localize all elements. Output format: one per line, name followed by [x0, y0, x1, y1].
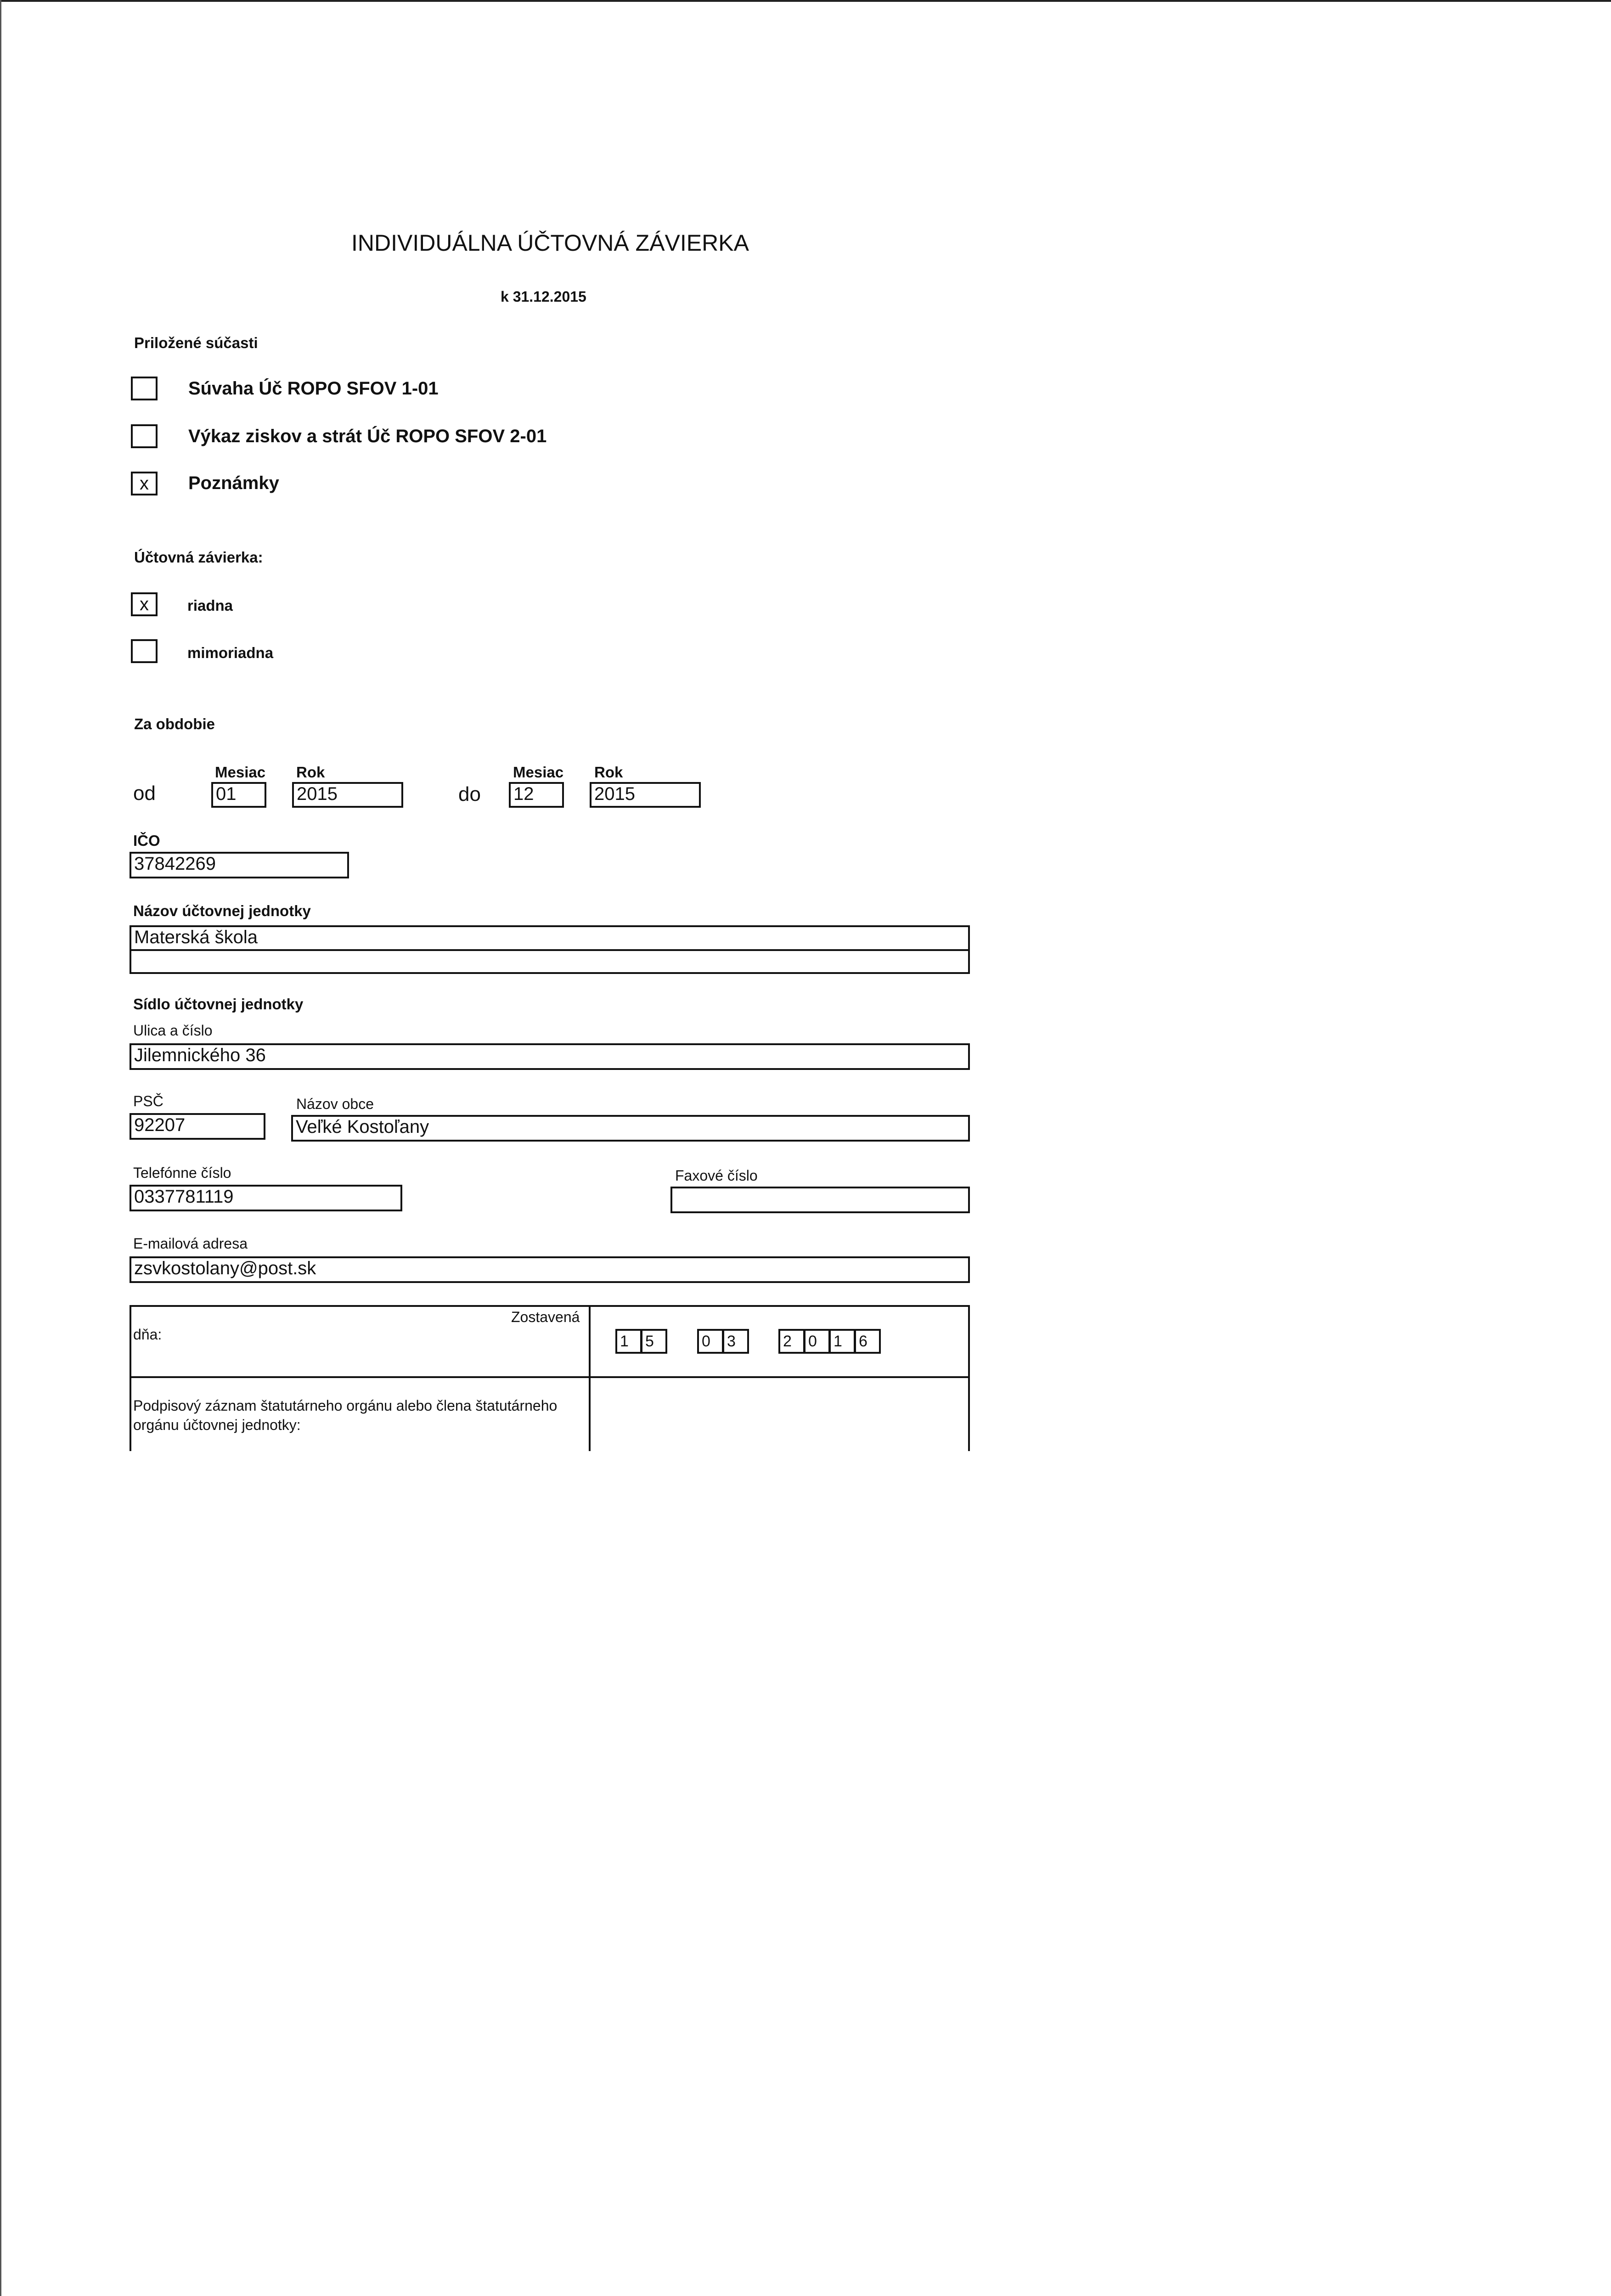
checkbox-suvaha[interactable] — [131, 377, 158, 400]
document-date: k 31.12.2015 — [501, 288, 586, 305]
to-month-label: Mesiac — [513, 764, 564, 781]
from-month-label: Mesiac — [215, 764, 266, 781]
entity-name-line2 — [134, 951, 968, 972]
day-digit-2[interactable]: 5 — [641, 1329, 667, 1354]
to-year-field[interactable]: 2015 — [590, 782, 701, 808]
label-suvaha: Súvaha Úč ROPO SFOV 1-01 — [188, 378, 439, 399]
fax-field[interactable] — [670, 1187, 970, 1213]
year-digit-2[interactable]: 0 — [804, 1329, 830, 1354]
ico-field[interactable]: 37842269 — [130, 852, 349, 878]
phone-field[interactable]: 0337781119 — [130, 1185, 402, 1211]
date-label: dňa: — [133, 1326, 162, 1343]
seat-heading: Sídlo účtovnej jednotky — [133, 996, 304, 1013]
psc-label: PSČ — [133, 1093, 163, 1109]
attachments-heading: Priložené súčasti — [134, 334, 258, 351]
day-digit-1[interactable]: 1 — [615, 1329, 642, 1354]
year-digit-4[interactable]: 6 — [854, 1329, 881, 1354]
entity-name-label: Názov účtovnej jednotky — [133, 902, 311, 919]
from-year-field[interactable]: 2015 — [292, 782, 403, 808]
entity-name-field[interactable] — [130, 925, 970, 974]
table-horizontal-divider — [130, 1376, 970, 1378]
label-mimoriadna: mimoriadna — [187, 644, 274, 661]
from-year-label: Rok — [296, 764, 325, 781]
month-digit-1[interactable]: 0 — [697, 1329, 724, 1354]
document-title: INDIVIDUÁLNA ÚČTOVNÁ ZÁVIERKA — [351, 230, 749, 256]
psc-field[interactable]: 92207 — [130, 1113, 265, 1140]
street-label: Ulica a číslo — [133, 1022, 213, 1039]
to-year-label: Rok — [594, 764, 623, 781]
page-left-edge — [0, 0, 1, 2296]
fax-label: Faxové číslo — [675, 1167, 758, 1184]
checkbox-riadna[interactable]: x — [131, 592, 158, 616]
compiled-label: Zostavená — [511, 1309, 580, 1325]
year-digit-1[interactable]: 2 — [778, 1329, 805, 1354]
statement-type-heading: Účtovná závierka: — [134, 549, 263, 566]
from-month-field[interactable]: 01 — [211, 782, 266, 808]
checkbox-mimoriadna[interactable] — [131, 639, 158, 663]
signature-field[interactable] — [592, 1380, 968, 1451]
to-label: do — [458, 783, 481, 805]
email-label: E-mailová adresa — [133, 1235, 248, 1252]
street-field[interactable]: Jilemnického 36 — [130, 1043, 970, 1070]
label-vykaz: Výkaz ziskov a strát Úč ROPO SFOV 2-01 — [188, 426, 547, 446]
label-poznamky: Poznámky — [188, 473, 279, 493]
entity-name-line1: Materská škola — [131, 927, 968, 951]
email-field[interactable]: zsvkostolany@post.sk — [130, 1256, 970, 1283]
checkbox-vykaz[interactable] — [131, 424, 158, 448]
to-month-field[interactable]: 12 — [509, 782, 564, 808]
year-digit-3[interactable]: 1 — [829, 1329, 856, 1354]
page-top-edge — [0, 0, 1611, 2]
period-heading: Za obdobie — [134, 715, 215, 732]
month-digit-2[interactable]: 3 — [722, 1329, 749, 1354]
ico-label: IČO — [133, 832, 160, 849]
checkbox-poznamky[interactable]: x — [131, 472, 158, 495]
signature-label: Podpisový záznam štatutárneho orgánu alebo člena štatutárneho orgánu účtovnej jednotky: — [133, 1397, 558, 1433]
city-label: Názov obce — [296, 1096, 374, 1112]
label-riadna: riadna — [187, 597, 233, 614]
city-field[interactable]: Veľké Kostoľany — [291, 1115, 970, 1142]
phone-label: Telefónne číslo — [133, 1165, 231, 1181]
from-label: od — [133, 782, 156, 805]
table-vertical-divider — [589, 1305, 591, 1451]
